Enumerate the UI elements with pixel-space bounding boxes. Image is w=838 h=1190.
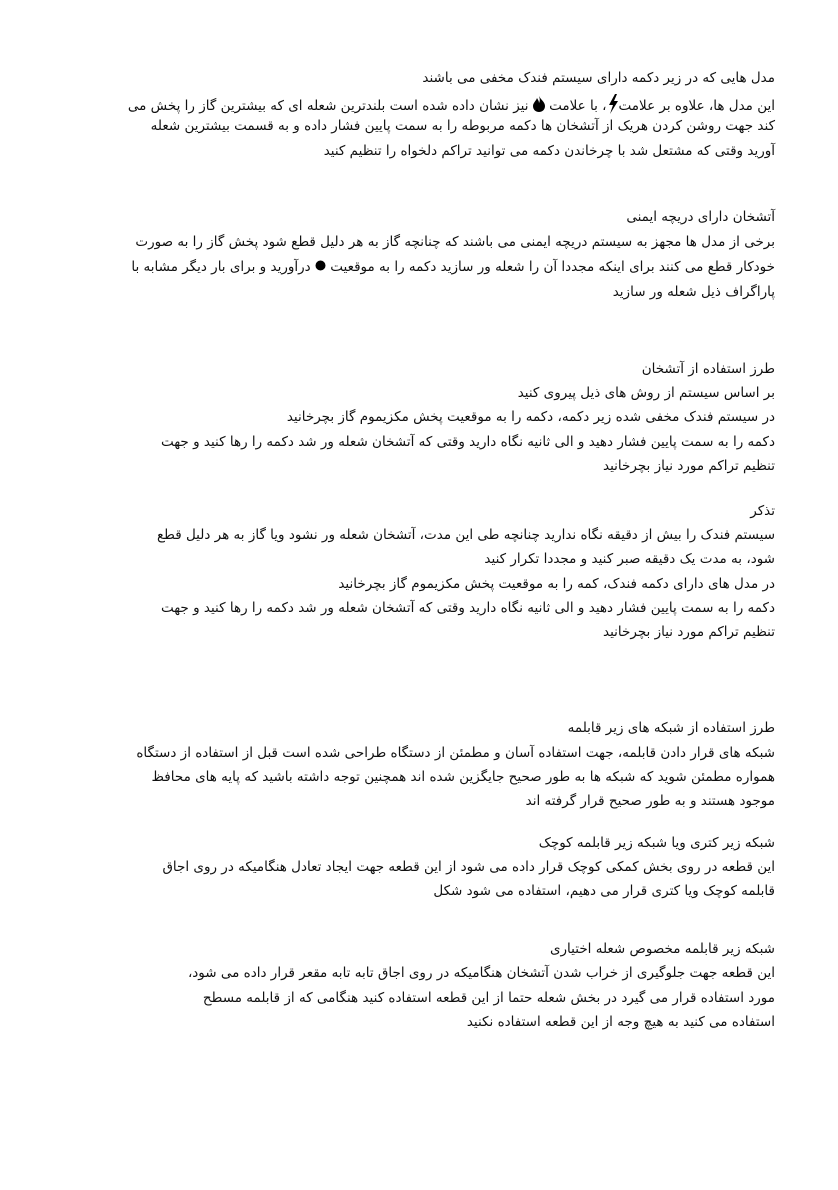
wok-grid-text-2: مورد استفاده قرار می گیرد در بخش شعله حتما از این قطعه استفاده کنید هنگامی که از قابلمه مسطح [202,990,775,1006]
note-text-2: شود، به مدت یک دقیقه صبر کنید و مجددا تکرار کنید [484,551,775,567]
text-segment: این مدل ها، علاوه بر علامت [618,98,775,114]
wok-grid-heading: شبکه زیر قابلمه مخصوص شعله اختیاری [549,941,775,957]
pan-support-text-2: همواره مطمئن شوید که شبکه ها به طور صحیح جایگزین شده اند همچنین توجه داشته باشید که پایه های محافظ [151,769,775,785]
note-text-1: سیستم فندک را بیش از دقیقه نگاه ندارید چنانچه طی این مدت، آتشخان شعله ور نشود ویا گاز به هر دلیل قطع [156,527,775,543]
pan-support-text-3: موجود هستند و به طور صحیح قرار گرفته اند [525,793,775,809]
note-text-3: در مدل های دارای دکمه فندک، کمه را به موقعیت پخش مکزیموم گاز بچرخانید [338,576,775,592]
burner-usage-heading: طرز استفاده از آتشخان [641,361,775,377]
hidden-igniter-heading: مدل هایی که در زیر دکمه دارای سیستم فندک مخفی می باشند [422,70,775,86]
kettle-grid-text-2: قابلمه کوچک ویا کتری قرار می دهیم، استفاده می شود شکل [433,883,775,899]
hidden-igniter-text-2: کند جهت روشن کردن هریک از آتشخان ها دکمه مربوطه را به سمت پایین فشار داده و به قسمت بیشترین شعله [150,118,775,134]
kettle-grid-text-1: این قطعه در روی بخش کمکی کوچک قرار داده می شود از این قطعه جهت ایجاد تعادل هنگامیکه در روی اجاق [162,859,775,875]
safety-valve-heading: آتشخان دارای دریچه ایمنی [626,209,775,225]
off-position-dot-icon [315,259,326,275]
burner-usage-text-3: دکمه را به سمت پایین فشار دهید و الی ثانیه نگاه دارید وقتی که آتشخان شعله ور شد دکمه را رها کنید و جهت [160,434,775,450]
text-segment: نیز نشان داده شده است بلندترین شعله ای که بیشترین گاز را پخش می [127,98,529,114]
note-text-5: تنظیم تراکم مورد نیاز بچرخانید [603,624,775,640]
flame-icon [533,96,545,116]
text-segment: خودکار قطع می کنند برای اینکه مجددا آن را شعله ور سازید دکمه را به موقعیت [330,259,775,275]
safety-valve-text-2 [131,259,775,275]
text-segment: درآورید و برای بار دیگر مشابه با [131,259,311,275]
lightning-icon [607,94,619,118]
note-heading: تذکر [750,503,775,519]
text-segment: ، با علامت [549,98,607,114]
burner-usage-text-1: بر اساس سیستم از روش های ذیل پیروی کنید [517,385,775,401]
hidden-igniter-text-1 [128,94,775,118]
note-text-4: دکمه را به سمت پایین فشار دهید و الی ثانیه نگاه دارید وقتی که آتشخان شعله ور شد دکمه را رها کنید و جهت [160,600,775,616]
wok-grid-text-1: این قطعه جهت جلوگیری از خراب شدن آتشخان هنگامیکه در روی اجاق تابه تابه مقعر قرار داده می شود، [187,965,775,981]
safety-valve-text-3: پاراگراف ذیل شعله ور سازید [612,284,775,300]
pan-support-heading: طرز استفاده از شبکه های زیر قابلمه [567,720,775,736]
burner-usage-text-2: در سیستم فندک مخفی شده زیر دکمه، دکمه را به موقعیت پخش مکزیموم گاز بچرخانید [286,409,775,425]
burner-usage-text-4: تنظیم تراکم مورد نیاز بچرخانید [603,458,775,474]
pan-support-text-1: شبکه های قرار دادن قابلمه، جهت استفاده آسان و مطمئن از دستگاه طراحی شده است قبل از استفاده از دستگاه [136,745,775,761]
wok-grid-text-3: استفاده می کنید به هیچ وجه از این قطعه استفاده نکنید [466,1014,775,1030]
hidden-igniter-text-3: آورید وقتی که مشتعل شد با چرخاندن دکمه می توانید تراکم دلخواه را تنظیم کنید [323,143,775,159]
kettle-grid-heading: شبکه زیر کتری ویا شبکه زیر قابلمه کوچک [538,835,775,851]
safety-valve-text-1: برخی از مدل ها مجهز به سیستم دریچه ایمنی می باشند که چنانچه گاز به هر دلیل قطع شود پخش گاز را به صورت [135,234,775,250]
